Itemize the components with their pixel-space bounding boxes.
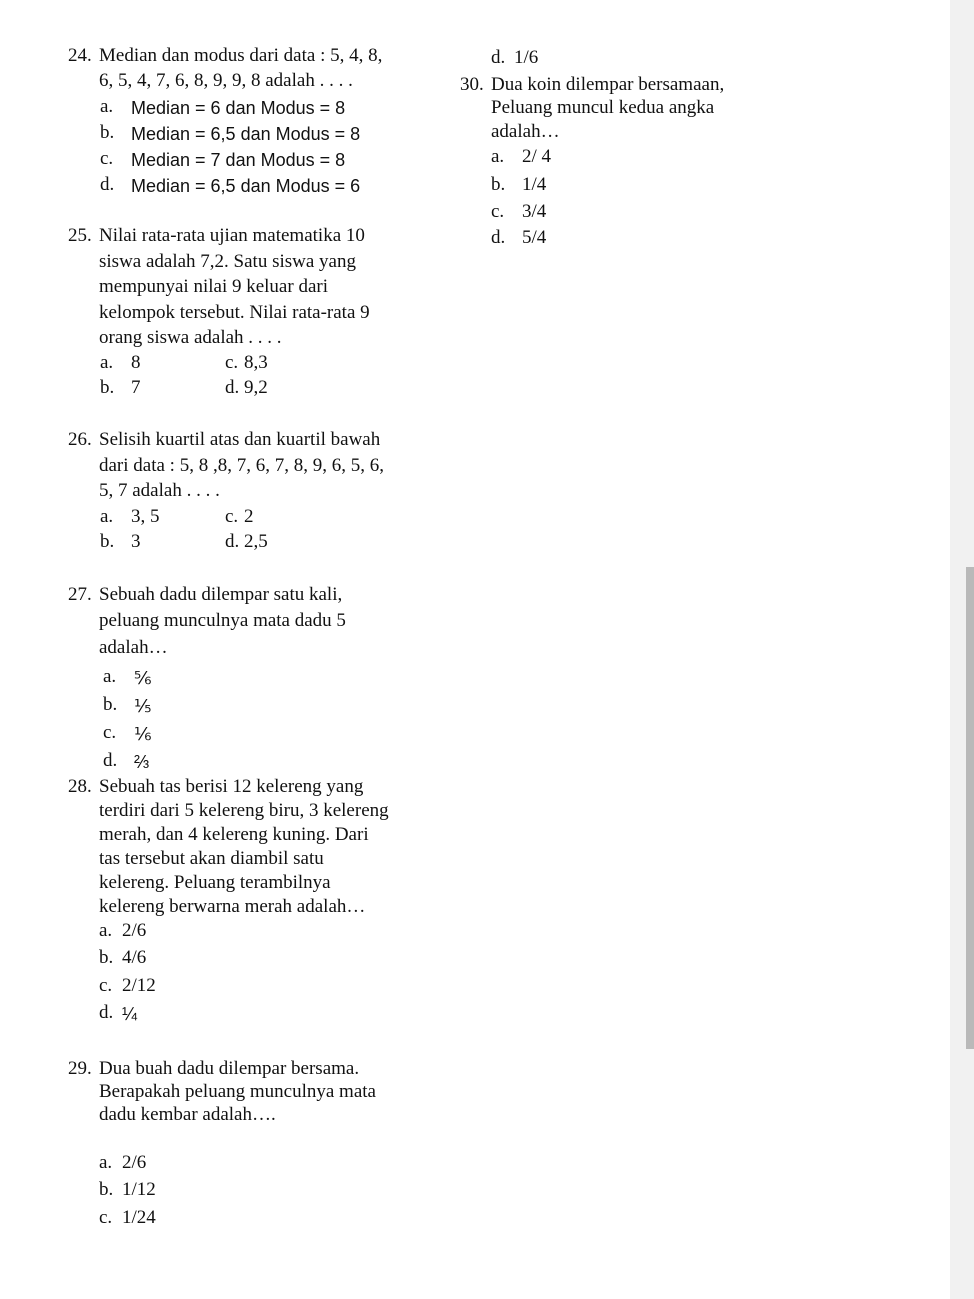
question-number: 29.: [68, 1058, 92, 1079]
option-text: 4/6: [122, 947, 147, 968]
option-letter: b.: [100, 377, 115, 398]
option-letter: b.: [103, 694, 118, 715]
question-number: 24.: [68, 45, 92, 66]
question-number: 26.: [68, 429, 92, 450]
option-letter: d.: [100, 174, 115, 195]
option-letter: a.: [491, 146, 505, 167]
question-text-line: siswa adalah 7,2. Satu siswa yang: [99, 251, 356, 272]
option-text: 3/4: [522, 201, 547, 222]
option-text: 2/ 4: [522, 146, 552, 167]
question-text-line: tas tersebut akan diambil satu: [99, 848, 324, 869]
option-letter: b.: [99, 947, 114, 968]
option-letter: d.: [491, 47, 506, 68]
option-text: Median = 6,5 dan Modus = 8: [131, 124, 361, 144]
option-text: 2/6: [122, 920, 147, 941]
question-text-line: adalah…: [99, 637, 168, 658]
option-letter: c.: [99, 975, 113, 996]
option-text: 7: [131, 377, 141, 398]
question-text-line: kelereng berwarna merah adalah…: [99, 896, 366, 917]
option-letter: c.: [225, 352, 239, 373]
question-number: 28.: [68, 776, 92, 797]
question-text-line: merah, dan 4 kelereng kuning. Dari: [99, 824, 369, 845]
question-text-line: dari data : 5, 8 ,8, 7, 6, 7, 8, 9, 6, 5, 6,: [99, 455, 384, 476]
question-text-line: orang siswa adalah . . . .: [99, 327, 282, 348]
option-letter: a.: [100, 352, 114, 373]
option-text: 2/12: [122, 975, 156, 996]
option-text: 8: [131, 352, 141, 373]
option-letter: a.: [103, 666, 117, 687]
question-number: 27.: [68, 584, 92, 605]
question-text-line: Berapakah peluang munculnya mata: [99, 1081, 376, 1102]
question-text-line: kelereng. Peluang terambilnya: [99, 872, 331, 893]
option-letter: c.: [99, 1207, 113, 1228]
question-number: 30.: [460, 74, 484, 95]
option-letter: d.: [225, 377, 240, 398]
option-text: Median = 6 dan Modus = 8: [131, 98, 346, 118]
question-text-line: Selisih kuartil atas dan kuartil bawah: [99, 429, 381, 450]
question-text-line: 6, 5, 4, 7, 6, 8, 9, 9, 8 adalah . . . .: [99, 70, 353, 91]
question-text-line: Peluang muncul kedua angka: [491, 97, 715, 118]
question-text-line: dadu kembar adalah….: [99, 1104, 276, 1125]
question-text-line: peluang munculnya mata dadu 5: [99, 610, 346, 631]
scrollbar-track[interactable]: [950, 0, 974, 1299]
option-text: 2: [244, 506, 254, 527]
option-text: 8,3: [244, 352, 268, 373]
question-number: 25.: [68, 225, 92, 246]
option-letter: b.: [100, 122, 115, 143]
option-text: 5/4: [522, 227, 547, 248]
option-letter: d.: [103, 750, 118, 771]
option-text: 2/6: [122, 1152, 147, 1173]
option-text: ⅔: [134, 752, 150, 772]
question-text-line: kelompok tersebut. Nilai rata-rata 9: [99, 302, 370, 323]
option-letter: b.: [99, 1179, 114, 1200]
scrollbar-thumb[interactable]: [966, 567, 974, 1049]
question-text-line: terdiri dari 5 kelereng biru, 3 kelereng: [99, 800, 389, 821]
option-text: Median = 7 dan Modus = 8: [131, 150, 346, 170]
option-text: 1/12: [122, 1179, 156, 1200]
option-letter: d.: [99, 1002, 114, 1023]
option-letter: c.: [103, 722, 117, 743]
option-text: ¼: [122, 1004, 138, 1024]
option-text: ⅙: [134, 724, 152, 744]
option-text: 3: [131, 531, 141, 552]
option-text: 3, 5: [131, 506, 160, 527]
option-letter: a.: [99, 920, 113, 941]
option-letter: a.: [100, 506, 114, 527]
option-letter: b.: [100, 531, 115, 552]
option-text: Median = 6,5 dan Modus = 6: [131, 176, 361, 196]
option-letter: c.: [100, 148, 114, 169]
option-letter: a.: [100, 96, 114, 117]
option-letter: a.: [99, 1152, 113, 1173]
question-text-line: Sebuah tas berisi 12 kelereng yang: [99, 776, 364, 797]
option-text: 1/4: [522, 174, 547, 195]
option-text: 1/24: [122, 1207, 156, 1228]
option-letter: d.: [225, 531, 240, 552]
option-letter: c.: [491, 201, 505, 222]
option-text: ⅕: [134, 696, 152, 716]
option-letter: c.: [225, 506, 239, 527]
question-text-line: Dua buah dadu dilempar bersama.: [99, 1058, 360, 1079]
question-text-line: mempunyai nilai 9 keluar dari: [99, 276, 328, 297]
option-letter: b.: [491, 174, 506, 195]
option-letter: d.: [491, 227, 506, 248]
question-text-line: 5, 7 adalah . . . .: [99, 480, 220, 501]
question-text-line: Median dan modus dari data : 5, 4, 8,: [99, 45, 383, 66]
question-text-line: Dua koin dilempar bersamaan,: [491, 74, 725, 95]
question-text-line: Sebuah dadu dilempar satu kali,: [99, 584, 343, 605]
question-text-line: Nilai rata-rata ujian matematika 10: [99, 225, 365, 246]
question-text-line: adalah…: [491, 121, 560, 142]
option-text: 9,2: [244, 377, 268, 398]
option-text: 2,5: [244, 531, 268, 552]
option-text: 1/6: [514, 47, 539, 68]
option-text: ⅚: [134, 668, 152, 688]
